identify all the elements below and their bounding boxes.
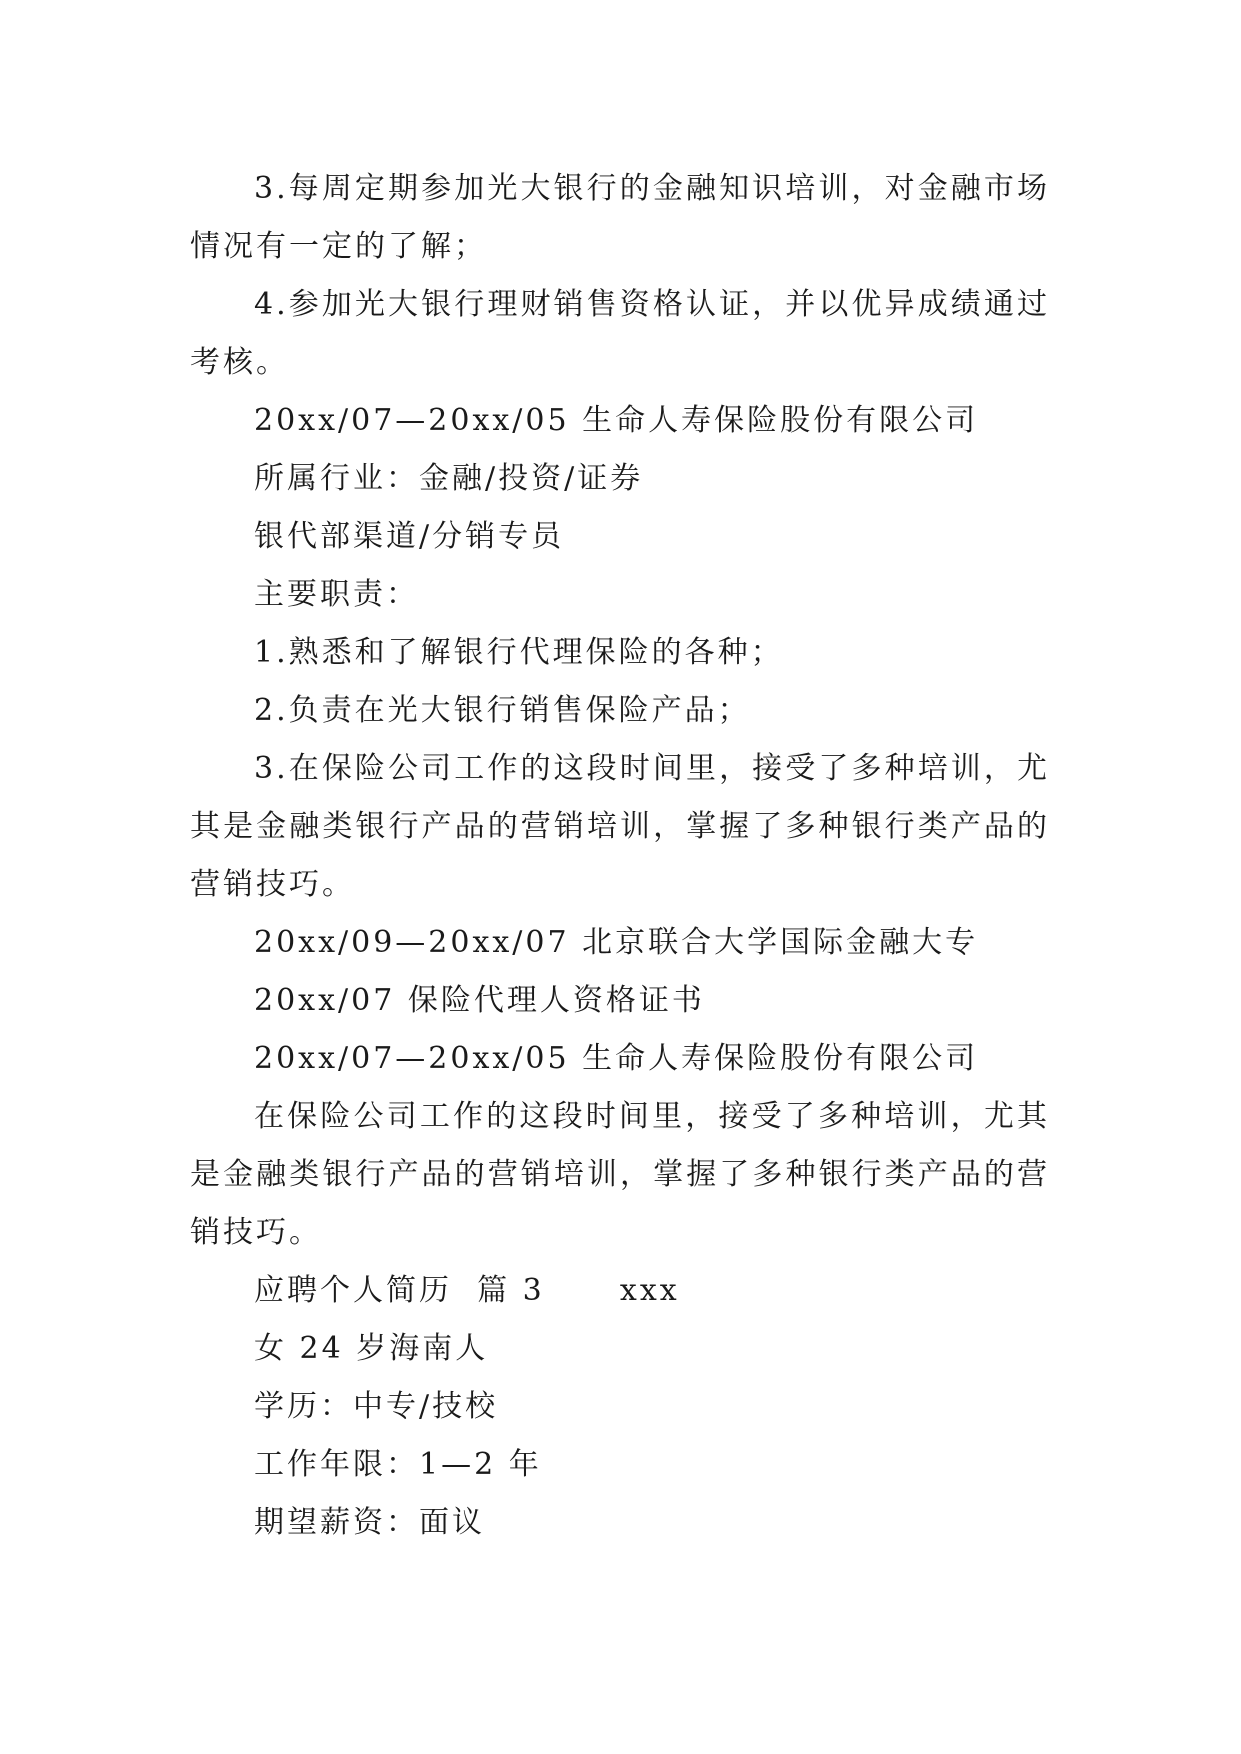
paragraph: 期望薪资：面议 [254,1505,485,1540]
document-body [190,160,1050,1552]
paragraph: 学历：中专/技校 [254,1389,499,1424]
paragraph: 工作年限：1—2 年 [254,1447,542,1482]
paragraph: 所属行业：金融/投资/证券 [254,461,644,496]
paragraph: 在保险公司工作的这段时间里，接受了多种培训，尤其是金融类银行产品的营销培训，掌握了多种银行类产品的营销技巧。 [190,1099,1050,1250]
paragraph: 20xx/09—20xx/07 北京联合大学国际金融大专 [254,925,979,960]
paragraph: 主要职责： [254,577,419,612]
section-heading: 应聘个人简历 篇 3 xxx [254,1273,680,1308]
paragraph: 3.在保险公司工作的这段时间里，接受了多种培训，尤其是金融类银行产品的营销培训，掌握了多种银行类产品的营销技巧。 [190,751,1050,902]
paragraph: 银代部渠道/分销专员 [254,519,565,554]
paragraph: 20xx/07 保险代理人资格证书 [254,983,705,1018]
paragraph: 女 24 岁海南人 [254,1331,489,1366]
paragraph: 20xx/07—20xx/05 生命人寿保险股份有限公司 [254,1041,979,1076]
paragraph: 4.参加光大银行理财销售资格认证，并以优异成绩通过考核。 [190,287,1050,380]
paragraph: 20xx/07—20xx/05 生命人寿保险股份有限公司 [254,403,979,438]
paragraph: 1.熟悉和了解银行代理保险的各种； [254,635,784,670]
paragraph: 3.每周定期参加光大银行的金融知识培训，对金融市场情况有一定的了解； [190,171,1050,264]
paragraph: 2.负责在光大银行销售保险产品； [254,693,751,728]
